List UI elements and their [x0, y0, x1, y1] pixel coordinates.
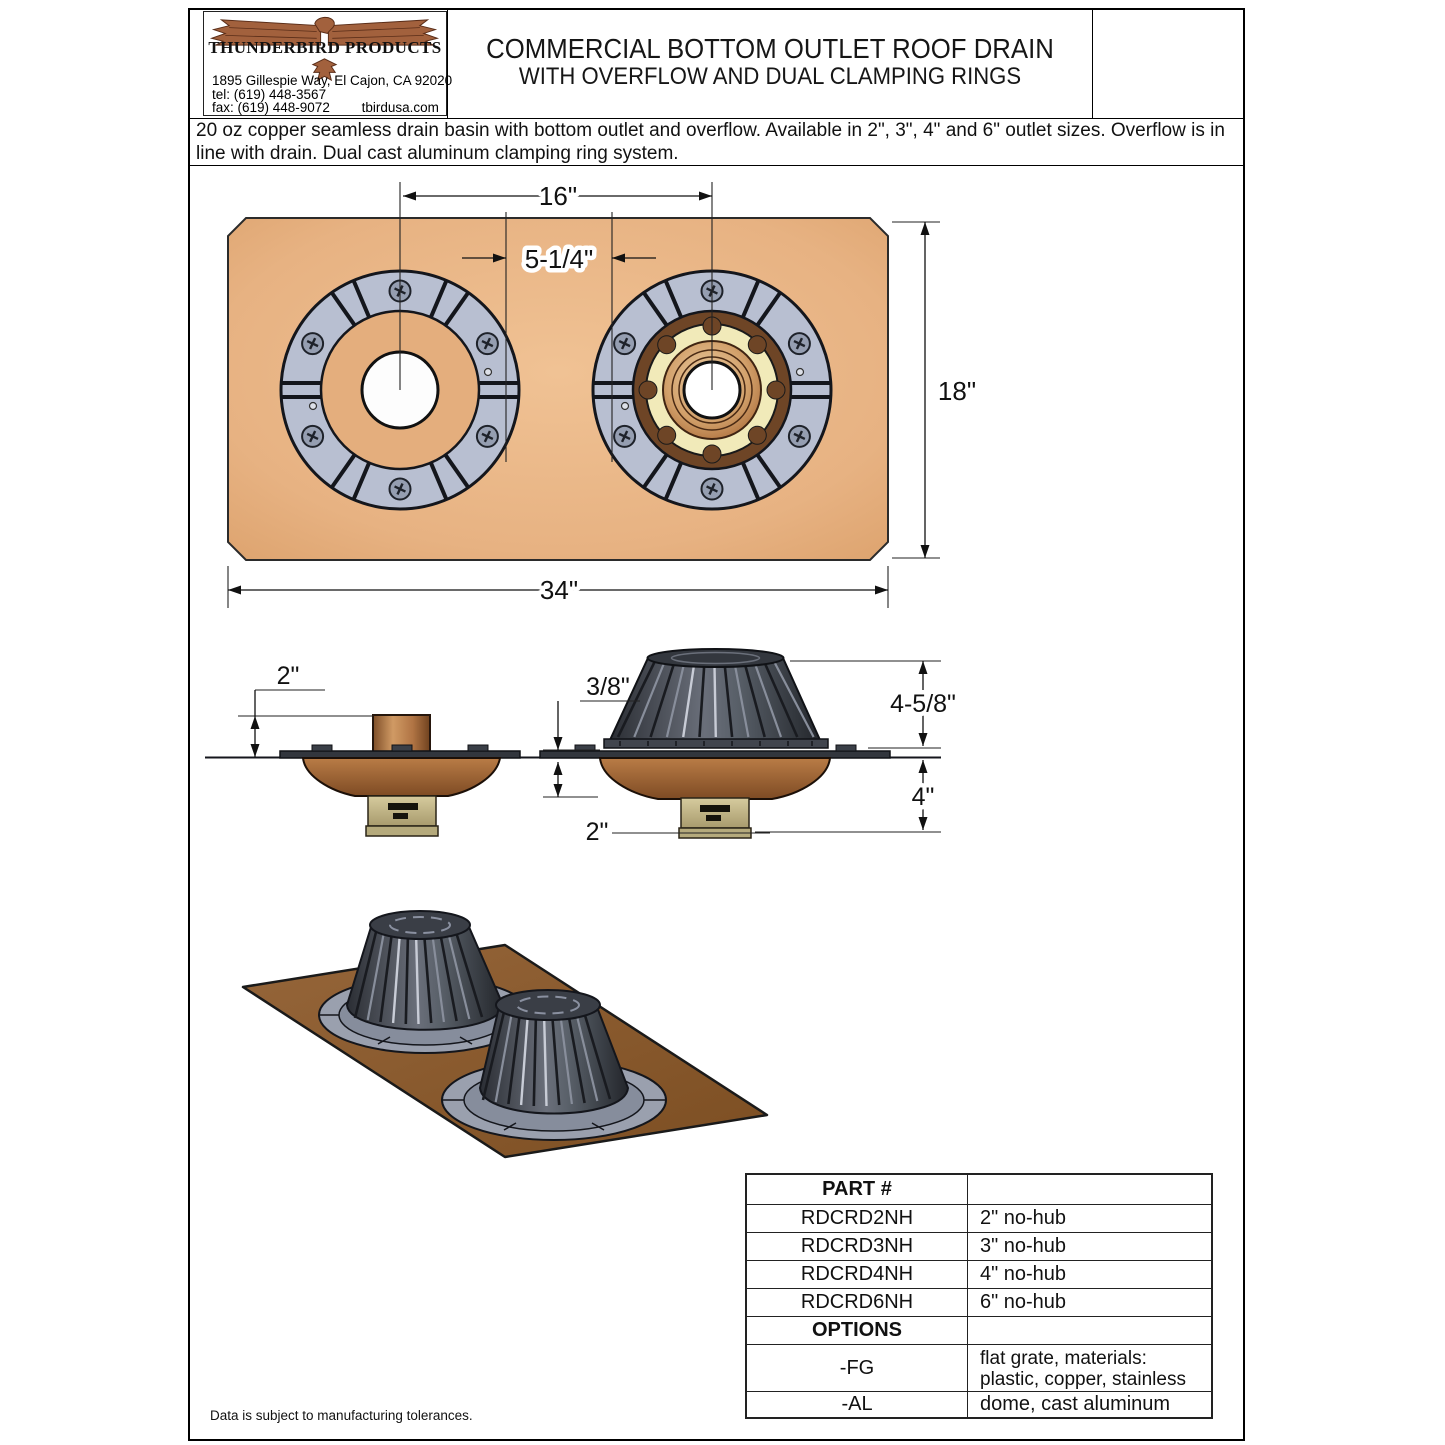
dim-sump-depth: 4": [911, 783, 935, 811]
overflow-side-view: [238, 662, 520, 836]
table-row-desc: 4" no-hub: [968, 1261, 1211, 1289]
dim-plate-depth: 18": [937, 376, 977, 406]
product-description: 20 oz copper seamless drain basin with bottom outlet and overflow. Available in 2", 3", 4" and 6" outlet sizes. Overflow is in line with drain. Dual cast aluminum clamping ring system.: [190, 118, 1243, 166]
table-row-part: RDCRD6NH: [747, 1289, 968, 1317]
options-header: OPTIONS: [747, 1317, 968, 1345]
top-view-drawing: [228, 181, 976, 608]
option-code: -FG: [747, 1345, 968, 1392]
overflow-outlet-pipe: [368, 796, 436, 826]
parts-table-header-desc: [968, 1175, 1211, 1205]
drain-flange: [540, 751, 890, 758]
option-code: -AL: [747, 1392, 968, 1417]
option-desc-line1: flat grate, materials:: [980, 1348, 1147, 1369]
overflow-sump-bowl: [303, 758, 500, 796]
option-desc-line2: plastic, copper, stainless: [980, 1369, 1186, 1390]
tolerance-note: Data is subject to manufacturing tolerances.: [210, 1408, 473, 1423]
overflow-flange: [280, 751, 520, 758]
dim-overflow-offset: 5-1/4": [524, 244, 594, 274]
logo-cell: [190, 10, 453, 118]
parts-table-header: PART #: [747, 1175, 968, 1205]
title-block-corner-cell: [1093, 10, 1243, 118]
fax-number: fax: (619) 448-9072: [212, 100, 330, 115]
dim-plate-width: 34": [539, 575, 579, 605]
page-subtitle: WITH OVERFLOW AND DUAL CLAMPING RINGS: [518, 63, 1022, 90]
address-line: 1895 Gillespie Way, El Cajon, CA 92020: [212, 73, 453, 88]
table-row-part: RDCRD2NH: [747, 1205, 968, 1233]
options-header-desc: [968, 1317, 1211, 1345]
spec-sheet-page: [188, 8, 1245, 1441]
company-address-block: [212, 73, 453, 115]
side-view-drawing: [205, 649, 956, 846]
fax-line: [212, 101, 444, 115]
drain-side-view: [540, 649, 956, 846]
drain-sump-bowl: [600, 758, 830, 799]
option-desc: dome, cast aluminum: [980, 1393, 1171, 1415]
page-title: COMMERCIAL BOTTOM OUTLET ROOF DRAIN: [486, 33, 1054, 64]
table-row-desc: 6" no-hub: [968, 1289, 1211, 1317]
dim-overflow-height: 2": [276, 662, 300, 690]
dim-dome-height: 4-5/8": [890, 690, 956, 718]
table-row-part: RDCRD3NH: [747, 1233, 968, 1261]
drain-outlet-pipe: [681, 798, 749, 828]
company-name: THUNDERBIRD PRODUCTS: [208, 38, 442, 57]
table-row-desc: 3" no-hub: [968, 1233, 1211, 1261]
website-link[interactable]: tbirdusa.com: [361, 100, 439, 115]
dim-flange-height: 3/8": [586, 673, 630, 701]
option-desc: [968, 1345, 1211, 1392]
logo-box: [203, 11, 453, 116]
dim-outlet-length: 2": [585, 818, 609, 846]
dome-base-ring: [604, 739, 828, 748]
table-row-desc: 2" no-hub: [968, 1205, 1211, 1233]
table-row-part: RDCRD4NH: [747, 1261, 968, 1289]
isometric-view-drawing: [243, 911, 767, 1157]
parts-table: [745, 1173, 1213, 1419]
title-cell: [448, 10, 1093, 118]
phone-line: tel: (619) 448-3567: [212, 86, 327, 102]
dim-center-spacing: 16": [538, 181, 578, 211]
